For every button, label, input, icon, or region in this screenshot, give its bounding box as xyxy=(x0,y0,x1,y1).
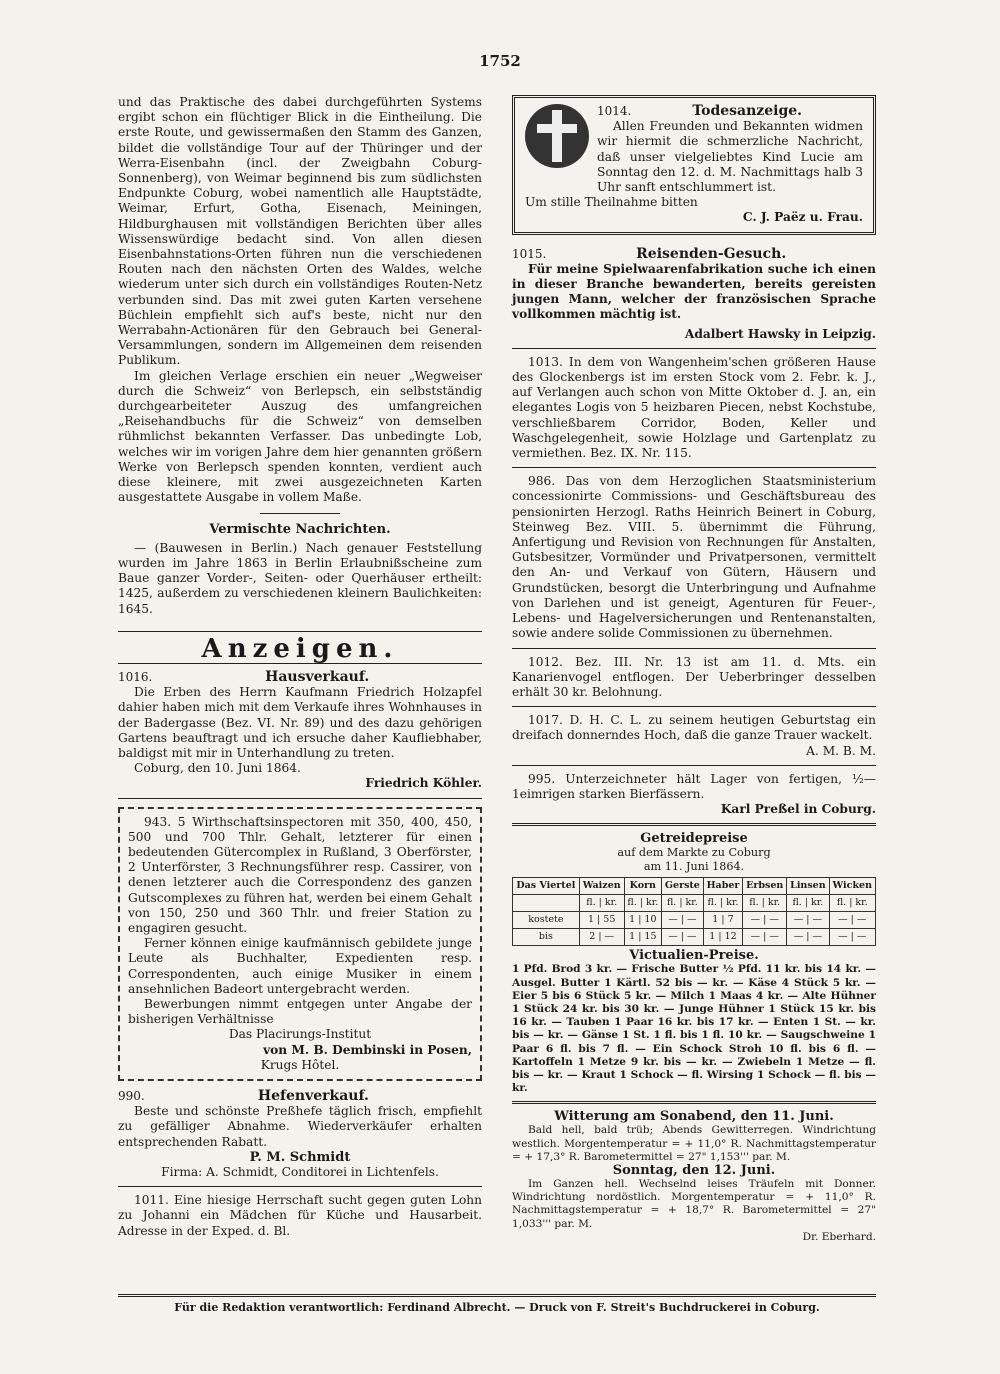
table-row xyxy=(513,895,876,912)
ad-signature: A. M. B. M. xyxy=(806,743,876,758)
table-cell: — | — xyxy=(829,929,875,946)
table-cell: — | — xyxy=(662,912,704,929)
table-cell: 1 | 10 xyxy=(624,912,661,929)
ad-text: Die Erben des Herrn Kaufmann Friedrich Holzapfel dahier haben mich mit dem Verkaufe ihres Wohnhauses in der Badergasse (Bez. VI. Nr. 89) und des dazu gehörigen Gartens beauftragt und ich ersuche daher Kaufliebhaber, baldigst mit mir in Unterhandlung zu treten. xyxy=(118,685,482,760)
getreide-title: Getreidepreise xyxy=(640,831,748,847)
table-header: Erbsen xyxy=(743,878,787,895)
left-column xyxy=(118,95,482,1239)
ad-title: Reisenden-Gesuch. xyxy=(636,245,787,262)
wreath-cross-icon xyxy=(525,104,589,168)
ad-text: 943. 5 Wirthschaftsinspectoren mit 350, 400, 450, 500 und 700 Thlr. Gehalt, letzterer für einen bedeutenden Gütercomplex in Rußland, 3 Oberförster, 2 Unterförster, 3 Rechnungsführer resp. Cassirer, von denen letzterer auch die Correspondenz des ganzen Gutscomplexes zu führen hat, werden bei einem Gehalt von 150, 250 und 360 Thlr. und freier Station zu engagiren gesucht. xyxy=(128,814,472,935)
divider xyxy=(118,631,482,632)
price-table xyxy=(512,877,876,946)
ad-number: 1016. xyxy=(118,669,153,684)
ad-signature: C. J. Paëz u. Frau. xyxy=(742,210,863,225)
wegweiser-paragraph: Im gleichen Verlage erschien ein neuer „Wegweiser durch die Schweiz“ von Berlepsch, ein selbstständig durchgearbeiteter Auszug des umfangreichen „Reisehandbuchs für die Schweiz“ von demselben rühmlichst bekannten Verfasser. Das unbedingte Lob, welches wir im vorigen Jahre dem hier genannten größern Werke von Berlepsch spenden konnten, verdient auch diese kleinere, mit zwei ausgezeichneten Karten ausgestattete Ausgabe in vollem Maße. xyxy=(118,368,482,505)
table-row xyxy=(513,929,876,946)
table-cell: fl. | kr. xyxy=(787,895,829,912)
ad-title: Hefenverkauf. xyxy=(257,1087,369,1104)
ad-text: 995. Unterzeichneter hält Lager von fertigen, ½—1eimrigen starken Bierfässern. xyxy=(512,771,876,801)
ad-text: Für meine Spielwaarenfabrikation suche ich einen in dieser Branche bewanderten, bereits gereisten jungen Mann, welcher der französischen Sprache vollkommen mächtig ist. xyxy=(512,261,876,322)
table-cell: — | — xyxy=(787,929,829,946)
ad-number: 990. xyxy=(118,1088,145,1103)
witterung-signature: Dr. Eberhard. xyxy=(802,1230,876,1243)
divider xyxy=(118,1186,482,1187)
divider xyxy=(118,798,482,799)
witterung xyxy=(512,1110,876,1243)
intro-paragraph: und das Praktische des dabei durchgeführten Systems ergibt schon ein flüchtiger Blick in die Eintheilung. Die erste Route, und gewissermaßen den Stamm des Ganzen, bildet die vollständige Tour auf der Thüringer und der Werra-Eisenbahn (incl. der Zweigbahn Coburg-Sonnenberg), von Weimar beginnend bis zum südlichsten Endpunkte Coburg, wobei namentlich alle Hauptstädte, Weimar, Erfurt, Gotha, Eisenach, Meiningen, Hildburghausen mit vollständigen Berichten über alles Wissenswürdige bedacht sind. Von allen diesen Eisenbahnstations-Orten führen nun die verschiedenen Routen nach den nächsten Orten des Waldes, welche wiederum unter sich durch ein vollständiges Routen-Netz verbunden sind. Das mit zwei guten Karten versehene Büchlein empfiehlt sich auf's beste, nicht nur den Werrabahn-Actionären für den Gebrauch bei General-Versammlungen, sondern im Allgemeinen dem reisenden Publikum. xyxy=(118,95,482,368)
ad-text: 1017. D. H. C. L. zu seinem heutigen Geburtstag ein dreifach donnerndes Hoch, daß die ganze Trauer wackelt. xyxy=(512,713,876,743)
table-header: Haber xyxy=(703,878,742,895)
ad-986: 986. Das von dem Herzoglichen Staatsministerium concessionirte Commissions- und Geschäftsbureau des pensionirten Herzogl. Raths Heinrich Beinert in Coburg, Steinweg Bez. VIII. 5. übernimmt die Führung, Anfertigung und Revision von Rechnungen für Anstalten, Gutsbesitzer, Vormünder und Privatpersonen, vermittelt den An- und Verkauf von Gütern, Häusern und Grundstücken, besorgt die Unterbringung und Aufnahme von Darlehen und ist geneigt, Agenturen für Feuer-, Lebens- und Hagelversicherungen und Rentenanstalten, sowie andere solide Commissionen zu übernehmen. xyxy=(512,474,876,641)
ad-institute: Das Placirungs-Institut xyxy=(228,1027,372,1042)
ad-date: Coburg, den 10. Juni 1864. xyxy=(134,761,301,776)
table-cell: — | — xyxy=(743,929,787,946)
getreidepreise xyxy=(512,832,876,1095)
divider xyxy=(512,823,876,826)
divider xyxy=(512,648,876,649)
divider xyxy=(512,467,876,468)
table-cell: — | — xyxy=(743,912,787,929)
table-cell: 2 | — xyxy=(579,929,624,946)
table-cell: fl. | kr. xyxy=(743,895,787,912)
table-cell: fl. | kr. xyxy=(829,895,875,912)
table-cell: kostete xyxy=(513,912,580,929)
table-cell: fl. | kr. xyxy=(624,895,661,912)
ad-1016 xyxy=(118,670,482,792)
divider xyxy=(512,765,876,766)
table-cell: 1 | 7 xyxy=(703,912,742,929)
table-cell: 1 | 55 xyxy=(579,912,624,929)
ad-1014 xyxy=(512,95,876,235)
ad-title: Todesanzeige. xyxy=(692,103,803,119)
ad-text: Beste und schönste Preßhefe täglich frisch, empfiehlt zu gefälliger Abnahme. Wiederverkäufer erhalten entsprechenden Rabatt. xyxy=(118,1104,482,1149)
ad-text: Allen Freunden und Bekannten widmen wir hiermit die schmerzliche Nachricht, daß unser vielgeliebtes Kind Lucie am Sonntag den 12. d. M. Nachmittags halb 3 Uhr sanft entschlummert ist. xyxy=(597,119,863,195)
table-cell: — | — xyxy=(787,912,829,929)
table-cell: 1 | 12 xyxy=(703,929,742,946)
table-cell: — | — xyxy=(662,929,704,946)
table-cell: fl. | kr. xyxy=(579,895,624,912)
ad-line: Um stille Theilnahme bitten xyxy=(525,195,698,210)
viktualien-text: 1 Pfd. Brod 3 kr. — Frische Butter ½ Pfd. 11 kr. bis 14 kr. — Ausgel. Butter 1 Kärtl. 52 bis — kr. — Käse 4 Stück 5 kr. — Eier 5 bis 6 Stück 5 kr. — Milch 1 Maas 4 kr. — Alte Hühner 1 Stück 24 kr. bis 30 kr. — Junge Hühner 1 Stück 15 kr. bis 16 kr. — Tauben 1 Paar 16 kr. bis 17 kr. — Enten 1 St. — kr. bis — kr. — Gänse 1 St. 1 fl. bis 1 fl. 10 kr. — Saugschweine 1 Paar 6 fl. bis 7 fl. — Ein Schock Stroh 10 fl. bis 6 fl. — Kartoffeln 1 Metze 9 kr. bis — kr. — Zwiebeln 1 Metze — fl. bis — kr. — Kraut 1 Schock — fl. Wirsing 1 Schock — fl. bis — kr. xyxy=(512,963,876,1095)
ad-number: 1014. xyxy=(597,104,632,118)
witterung-title: Witterung am Sonabend, den 11. Juni. xyxy=(554,1109,834,1125)
divider xyxy=(260,513,340,514)
anzeigen-title: Anzeigen. xyxy=(201,633,399,664)
ad-1017 xyxy=(512,713,876,759)
witterung-title2: Sonntag, den 12. Juni. xyxy=(612,1162,776,1178)
ad-1013: 1013. In dem von Wangenheim'schen größeren Hause des Glockenbergs ist im ersten Stock vom 2. Febr. k. J., auf Verlangen auch schon von Mitte Oktober d. J. an, ein elegantes Logis von 5 heizbaren Piecen, nebst Kochstube, verschließbarem Corridor, Boden, Keller und Waschgelegenheit, sowie Holzlage und Gartenplatz zu vermiethen. Bez. IX. Nr. 115. xyxy=(512,354,876,461)
table-header: Linsen xyxy=(787,878,829,895)
table-header: Gerste xyxy=(662,878,704,895)
table-cell: 1 | 15 xyxy=(624,929,661,946)
ad-text: Ferner können einige kaufmännisch gebildete junge Leute als Buchhalter, Expedienten resp. Correspondenten, auch einige Musiker in einem ansehnlichen Badeort untergebracht werden. xyxy=(128,936,472,996)
divider xyxy=(512,348,876,349)
ad-1012: 1012. Bez. III. Nr. 13 ist am 11. d. Mts. ein Kanarienvogel entflogen. Der Ueberbringer desselben erhält 30 kr. Belohnung. xyxy=(512,654,876,699)
divider xyxy=(512,706,876,707)
witterung-text: Bald hell, bald trüb; Abends Gewitterregen. Windrichtung westlich. Morgentemperatur = + 11,0° R. Nachmittagstemperatur = + 17,3° R. Barometermittel = 27" 1,153''' par. M. xyxy=(512,1124,876,1163)
table-header: Waizen xyxy=(579,878,624,895)
ad-number: 1015. xyxy=(512,246,547,261)
witterung-text2: Im Ganzen hell. Wechselnd leises Träufeln mit Donner. Windrichtung nordöstlich. Morgentemperatur = + 11,0° R. Nachmittagstemperatur = + 18,7° R. Barometermittel = 27" 1,033''' par. M. xyxy=(512,1177,876,1230)
vermischte-text: — (Bauwesen in Berlin.) Nach genauer Feststellung wurden im Jahre 1863 in Berlin Erlaubnißscheine zum Baue ganzer Vorder-, Seiten- oder Querhäuser ertheilt: 1425, außerdem zu verschiedenen kleinern Baulichkeiten: 1645. xyxy=(118,540,482,616)
ad-title: Hausverkauf. xyxy=(265,668,370,685)
ad-signature: von M. B. Dembinski in Posen, xyxy=(263,1042,472,1057)
ad-signature: Karl Preßel in Coburg. xyxy=(720,802,876,817)
getreide-sub2: am 11. Juni 1864. xyxy=(643,860,745,874)
ad-firma: Firma: A. Schmidt, Conditorei in Lichtenfels. xyxy=(161,1165,439,1179)
page-number: 1752 xyxy=(479,52,521,70)
ad-text: Bewerbungen nimmt entgegen unter Angabe der bisherigen Verhältnisse xyxy=(128,996,472,1027)
table-cell: — | — xyxy=(829,912,875,929)
divider xyxy=(512,1101,876,1104)
ad-990 xyxy=(118,1089,482,1180)
viktualien-title: Victualien-Preise. xyxy=(629,948,759,964)
footer-imprint: Für die Redaktion verantwortlich: Ferdinand Albrecht. — Druck von F. Streit's Buchdruckerei in Coburg. xyxy=(118,1294,876,1314)
vermischte-title: Vermischte Nachrichten. xyxy=(209,522,391,538)
right-column xyxy=(512,95,876,1244)
ad-995 xyxy=(512,772,876,818)
table-header: Korn xyxy=(624,878,661,895)
ad-1011: 1011. Eine hiesige Herrschaft sucht gegen guten Lohn zu Johanni ein Mädchen für Küche und Hausarbeit. Adresse in der Exped. d. Bl. xyxy=(118,1193,482,1238)
table-cell: fl. | kr. xyxy=(703,895,742,912)
ad-signature: P. M. Schmidt xyxy=(249,1149,351,1165)
ad-hotel: Krugs Hôtel. xyxy=(260,1057,340,1072)
ad-943 xyxy=(118,807,482,1081)
table-cell: bis xyxy=(513,929,580,946)
table-row xyxy=(513,912,876,929)
ad-1015 xyxy=(512,247,876,342)
table-header: Wicken xyxy=(829,878,875,895)
table-header: Das Viertel xyxy=(513,878,580,895)
table-header-row xyxy=(513,878,876,895)
table-cell xyxy=(513,895,580,912)
ad-signature: Adalbert Hawsky in Leipzig. xyxy=(684,326,876,341)
getreide-sub1: auf dem Markte zu Coburg xyxy=(617,846,771,860)
table-cell: fl. | kr. xyxy=(662,895,704,912)
ad-signature: Friedrich Köhler. xyxy=(365,776,482,791)
